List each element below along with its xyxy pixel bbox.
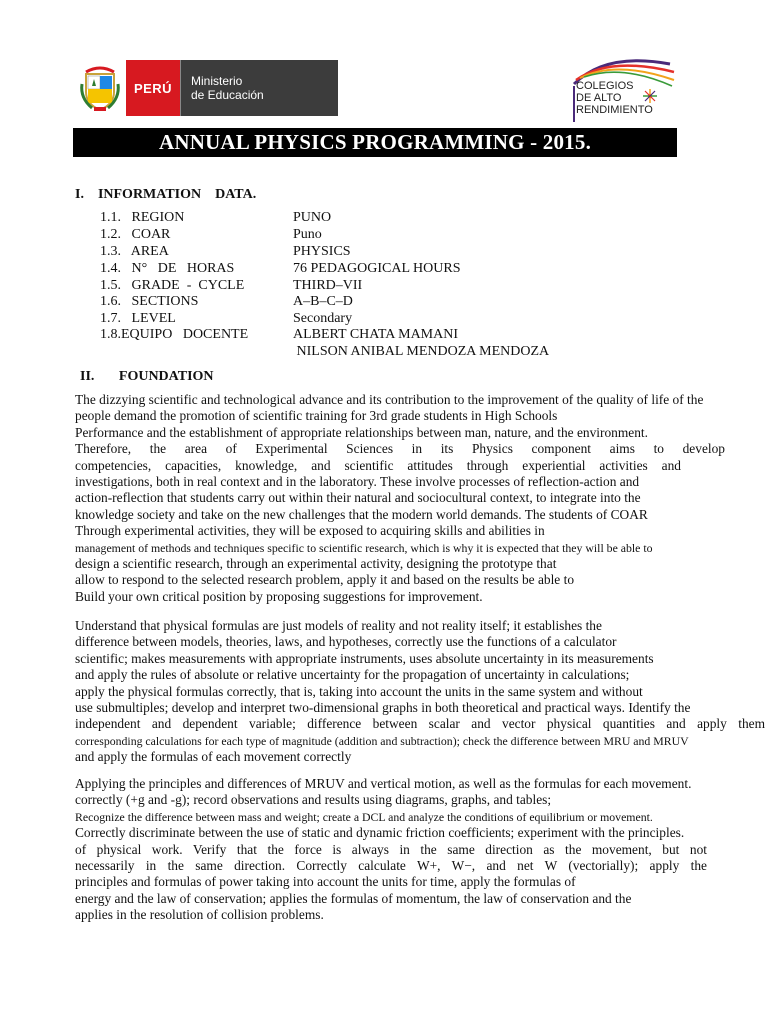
info-value: 76 PEDAGOGICAL HOURS: [293, 261, 461, 276]
info-row: [100, 244, 620, 260]
foundation-paragraph-2: [75, 618, 765, 766]
paragraph-line: knowledge society and take on the new challenges that the modern world demands. The students of COAR: [75, 506, 648, 522]
info-row: [100, 278, 620, 294]
coar-line3: RENDIMIENTO: [576, 104, 653, 116]
peru-coat-of-arms-icon: [74, 60, 126, 116]
info-value: A–B–C–D: [293, 294, 353, 309]
paragraph-line: use submultiples; develop and interpret two-dimensional graphs in both theoretical and practical ways. Identify the: [75, 700, 691, 716]
paragraph-line: principles and formulas of power taking into account the units for time, apply the formulas of: [75, 874, 576, 890]
paragraph-line: Build your own critical position by proposing suggestions for improvement.: [75, 588, 483, 604]
paragraph-line: design a scientific research, through an experimental activity, designing the prototype that: [75, 556, 557, 572]
info-label: 1.3. AREA: [100, 244, 169, 259]
info-value: PUNO: [293, 210, 332, 225]
info-label: 1.5. GRADE - CYCLE: [100, 278, 245, 293]
info-row: [100, 294, 620, 310]
paragraph-line: and apply the rules of absolute or relative uncertainty for the propagation of uncertainty in calculations;: [75, 667, 630, 683]
paragraph-line: people demand the promotion of scientific training for 3rd grade students in High Schools: [75, 408, 558, 424]
paragraph-line: investigations, both in real context and in the laboratory. These involve processes of reflection-action and: [75, 474, 640, 490]
paragraph-line: Therefore, the area of Experimental Sciences in its Physics component aims to develop: [75, 441, 725, 457]
info-row: [100, 210, 620, 226]
info-row: [100, 311, 620, 327]
info-row: [100, 227, 620, 243]
paragraph-line: corresponding calculations for each type of magnitude (addition and subtraction); check the difference between MRU and MRUV: [75, 733, 689, 748]
info-value: Secondary: [293, 311, 353, 326]
coar-line1: COLEGIOS: [576, 80, 634, 92]
info-label: 1.6. SECTIONS: [100, 294, 199, 309]
info-value: PHYSICS: [293, 244, 351, 259]
paragraph-line: difference between models, theories, laws, and hypotheses, correctly use the functions of a calculator: [75, 634, 617, 650]
paragraph-line: competencies, capacities, knowledge, and scientific attitudes through experiential activities and: [75, 457, 681, 473]
ministry-name: [180, 60, 338, 116]
document-title: ANNUAL PHYSICS PROGRAMMING - 2015.: [73, 128, 677, 157]
info-label: 1.1. REGION: [100, 210, 185, 225]
paragraph-line: energy and the law of conservation; applies the formulas of momentum, the law of conservation and the: [75, 890, 632, 906]
paragraph-line: allow to respond to the selected research problem, apply it and based on the results be able to: [75, 572, 575, 588]
info-label: 1.8.EQUIPO DOCENTE: [100, 327, 249, 342]
paragraph-line: of physical work. Verify that the force is always in the same direction as the movement, but not: [75, 841, 707, 857]
ministry-line2: de Educación: [191, 88, 264, 102]
coar-line2: DE ALTO: [576, 92, 622, 104]
foundation-paragraph-3: [75, 776, 765, 924]
ministry-logo: [74, 60, 338, 116]
ministry-line1: Ministerio: [191, 74, 243, 88]
info-label: 1.4. N° DE HORAS: [100, 261, 235, 276]
paragraph-line: Correctly discriminate between the use of static and dynamic friction coefficients; experiment with the principles.: [75, 825, 685, 841]
paragraph-line: scientific; makes measurements with appropriate instruments, uses absolute uncertainty in its measurements: [75, 650, 654, 666]
paragraph-line: correctly (+g and -g); record observations and results using diagrams, graphs, and tables;: [75, 792, 552, 808]
coar-name: [576, 80, 653, 116]
info-value: ALBERT CHATA MAMANI: [293, 327, 459, 342]
paragraph-line: applies in the resolution of collision problems.: [75, 907, 324, 923]
paragraph-line: Performance and the establishment of appropriate relationships between man, nature, and the environment.: [75, 424, 648, 440]
paragraph-line: and apply the formulas of each movement correctly: [75, 749, 352, 765]
info-value: NILSON ANIBAL MENDOZA MENDOZA: [293, 344, 550, 359]
peru-label: PERÚ: [126, 60, 180, 116]
paragraph-line: independent and dependent variable; difference between scalar and vector physical quantities and apply them: [75, 716, 765, 732]
coar-logo: [566, 50, 682, 126]
info-value: THIRD–VII: [293, 278, 363, 293]
info-row: [100, 327, 620, 343]
info-value: Puno: [293, 227, 322, 242]
info-row: [100, 261, 620, 277]
paragraph-line: Recognize the difference between mass and weight; create a DCL and analyze the conditions of equilibrium or movement.: [75, 809, 653, 824]
section1-heading: I. INFORMATION DATA.: [75, 187, 257, 202]
paragraph-line: Understand that physical formulas are just models of reality and not reality itself; it establishes the: [75, 618, 602, 633]
paragraph-line: necessarily in the same direction. Correctly calculate W+, W−, and net W (vectorially); apply the: [75, 858, 707, 874]
section2-heading: II. FOUNDATION: [80, 369, 214, 384]
paragraph-line: Applying the principles and differences of MRUV and vertical motion, as well as the formulas for each movement.: [75, 776, 692, 791]
paragraph-line: apply the physical formulas correctly, that is, taking into account the units in the same system and without: [75, 683, 643, 699]
paragraph-line: action-reflection that students carry out within their natural and sociocultural context, to integrate into the: [75, 490, 641, 506]
paragraph-line: Through experimental activities, they will be exposed to acquiring skills and abilities in: [75, 523, 545, 539]
info-label: 1.7. LEVEL: [100, 311, 176, 326]
info-label: 1.2. COAR: [100, 227, 171, 242]
info-row: [100, 344, 620, 360]
paragraph-line: management of methods and techniques specific to scientific research, which is why it is expected that they will be able to: [75, 540, 653, 555]
paragraph-line: The dizzying scientific and technological advance and its contribution to the improvement of the quality of life of the: [75, 392, 704, 407]
foundation-paragraph-1: [75, 392, 765, 605]
